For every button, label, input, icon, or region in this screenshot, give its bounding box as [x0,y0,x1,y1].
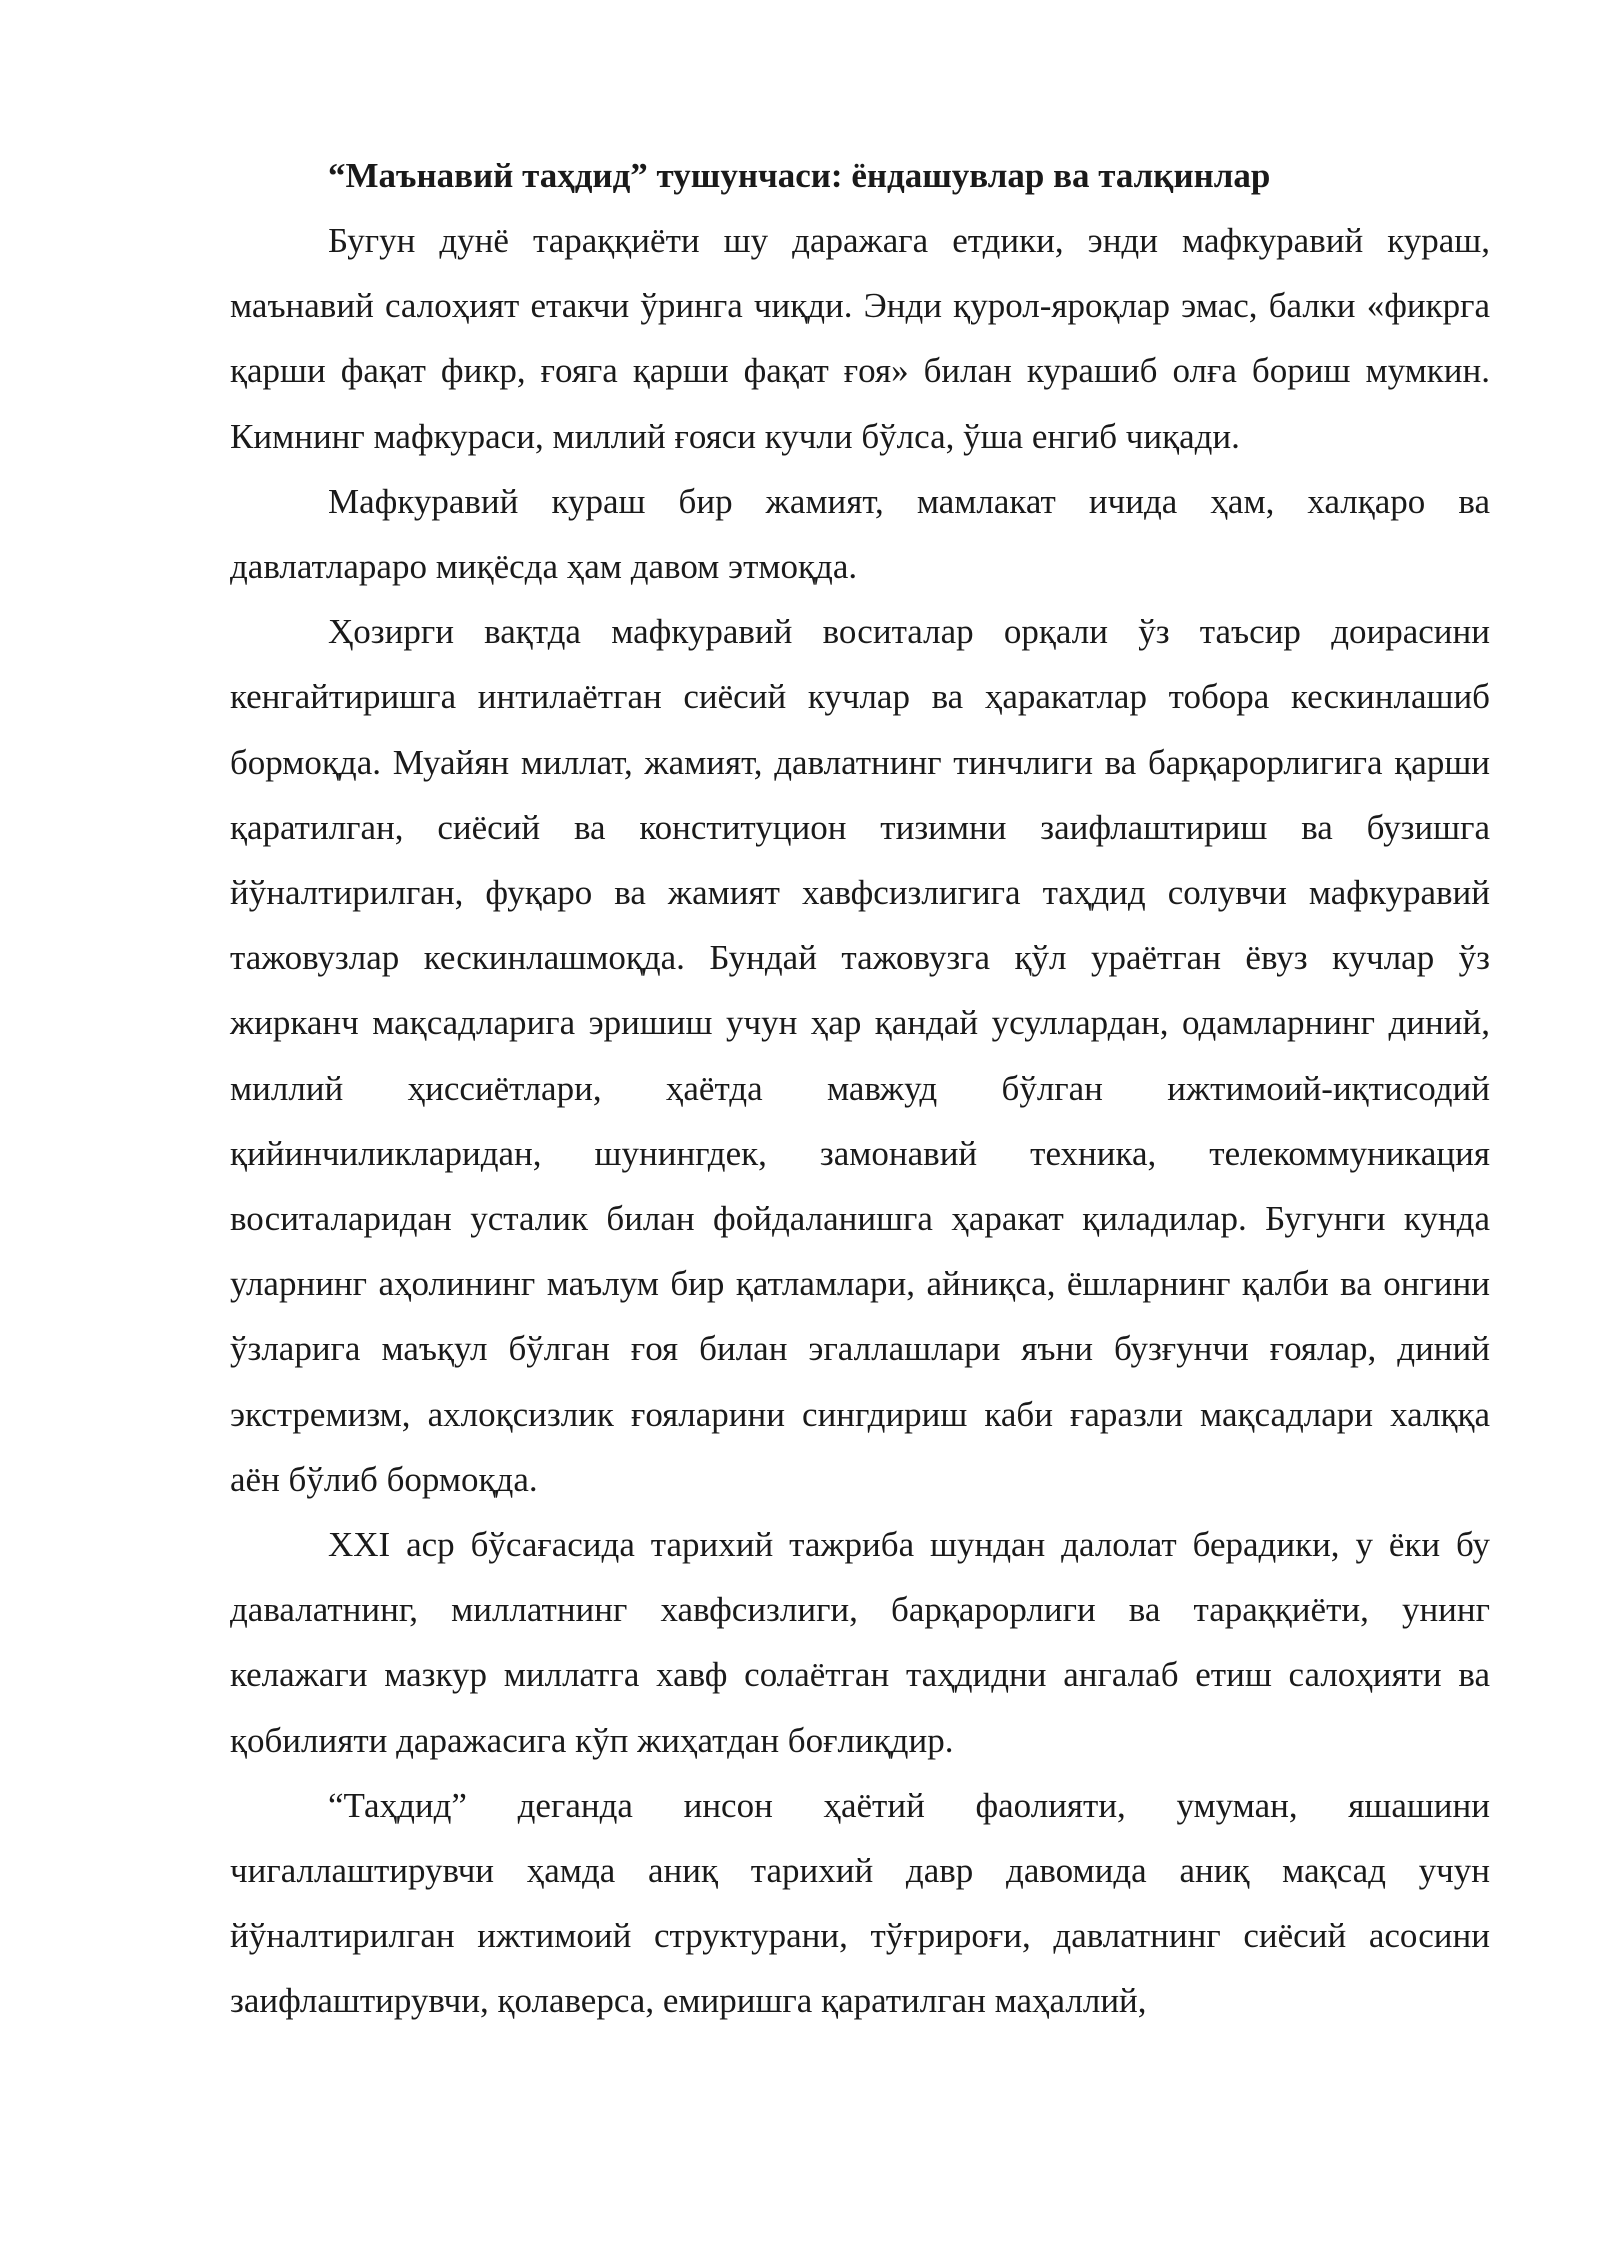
paragraph-2: Мафкуравий кураш бир жамият, мамлакат ичида ҳам, халқаро ва давлатлараро миқёсда ҳам давом этмоқда. [230,481,1490,587]
document-body [230,148,1490,2034]
paragraph-5: “Таҳдид” деганда инсон ҳаётий фаолияти, умуман, яшашини чигаллаштирувчи ҳамда аниқ тарихий давр давомида аниқ мақсад учун йўналтирилган ижтимоий структурани, тўғрироғи, давлатнинг сиёсий асосини заифлаштирувчи, қолаверса, емиришга қаратилган маҳаллий, [230,1785,1490,2021]
paragraph-3: Ҳозирги вақтда мафкуравий воситалар орқали ўз таъсир доирасини кенгайтиришга интилаётган сиёсий кучлар ва ҳаракатлар тобора кескинлашиб бормоқда. Муайян миллат, жамият, давлатнинг тинчлиги ва барқарорлигига қарши қаратилган, сиёсий ва конституцион тизимни заифлаштириш ва бузишга йўналтирилган, фуқаро ва жамият хавфсизлигига таҳдид солувчи мафкуравий тажовузлар кескинлашмоқда. Бундай тажовузга қўл ураётган ёвуз кучлар ўз жирканч мақсадларига эришиш учун ҳар қандай усуллардан, одамларнинг диний, миллий ҳиссиётлари, ҳаётда мавжуд бўлган ижтимоий-иқтисодий қийинчиликларидан, шунингдек, замонавий техника, телекоммуникация воситаларидан усталик билан фойдаланишга ҳаракат қиладилар. Бугунги кунда уларнинг аҳолининг маълум бир қатламлари, айниқса, ёшларнинг қалби ва онгини ўзларига маъқул бўлган ғоя билан эгаллашлари яъни бузғунчи ғоялар, диний экстремизм, ахлоқсизлик ғояларини сингдириш каби ғаразли мақсадлари халққа аён бўлиб бормоқда. [230,612,1490,1499]
paragraph-4: XXI аср бўсағасида тарихий тажриба шундан далолат берадики, у ёки бу давалатнинг, миллатнинг хавфсизлиги, барқарорлиги ва тараққиёти, унинг келажаги мазкур миллатга хавф солаётган таҳдидни ангалаб етиш салоҳияти ва қобилияти даражасига кўп жиҳатдан боғлиқдир. [230,1525,1490,1760]
document-title: “Маънавий таҳдид” тушунчаси: ёндашувлар ва талқинлар [328,156,1271,195]
paragraph-1: Бугун дунё тараққиёти шу даражага етдики, энди мафкуравий кураш, маънавий салоҳият етакчи ўринга чиқди. Энди қурол-яроқлар эмас, балки «фикрга қарши фақат фикр, ғояга қарши фақат ғоя» билан курашиб олға бориш мумкин. Кимнинг мафкураси, миллий ғояси кучли бўлса, ўша енгиб чиқади. [230,221,1490,456]
